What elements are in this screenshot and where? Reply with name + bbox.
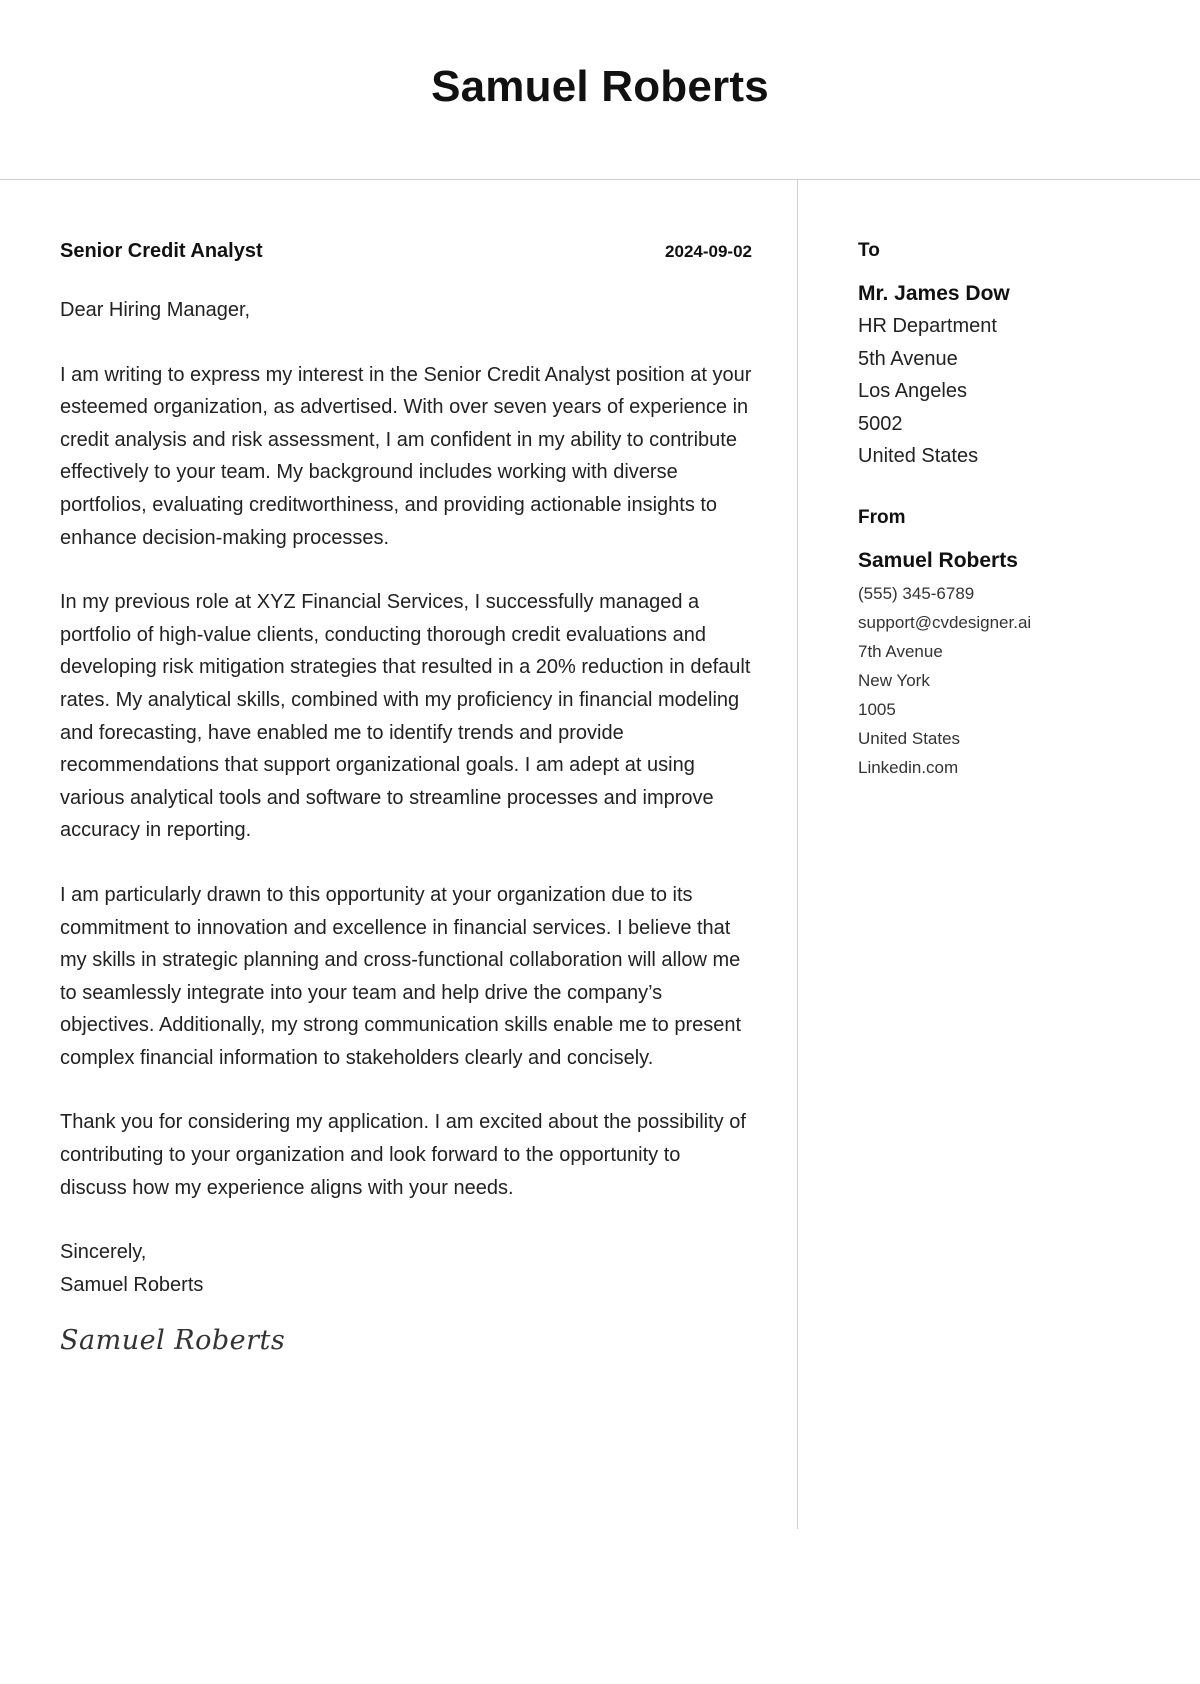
letter-body xyxy=(60,240,752,1356)
sender-website: Linkedin.com xyxy=(858,757,959,777)
signature: Samuel Roberts xyxy=(60,1325,286,1357)
salutation: Dear Hiring Manager, xyxy=(60,299,251,321)
applicant-name-heading: Samuel Roberts xyxy=(431,61,769,111)
recipient-country: United States xyxy=(858,445,979,468)
closing-name: Samuel Roberts xyxy=(60,1273,204,1296)
paragraph-1: I am writing to express my interest in the Senior Credit Analyst position at your esteemed organization, as advertised. With over seven years of experience in credit analysis and risk assessment, I am confident in my ability to contribute effectively to your team. My background includes working with diverse portfolios, evaluating creditworthiness, and providing actionable insights to enhance decision-making processes. xyxy=(60,363,752,549)
sender-name: Samuel Roberts xyxy=(858,548,1018,572)
sender-city: New York xyxy=(858,670,930,690)
recipient-city: Los Angeles xyxy=(858,380,967,403)
paragraph-2: In my previous role at XYZ Financial Services, I successfully managed a portfolio of high-value clients, conducting thorough credit evaluations and developing risk mitigation strategies that resulted in a 20% reduction in default rates. My analytical skills, combined with my proficiency in financial modeling and forecasting, have enabled me to identify trends and provide recommendations that support organizational goals. I am adept at using various analytical tools and software to streamline processes and improve accuracy in reporting. xyxy=(60,591,751,842)
sender-postal: 1005 xyxy=(858,699,896,719)
sender-block xyxy=(858,507,1158,782)
closing: Sincerely, xyxy=(60,1241,147,1264)
sender-country: United States xyxy=(858,728,961,748)
recipient-postal: 5002 xyxy=(858,412,903,435)
recipient-department: HR Department xyxy=(858,315,997,337)
recipient-name: Mr. James Dow xyxy=(858,282,1010,305)
letter-title-row xyxy=(60,240,752,294)
job-title: Senior Credit Analyst xyxy=(60,240,263,262)
paragraph-4: Thank you for considering my application. I am excited about the possibility of contributing to your organization and look forward to the opportunity to discuss how my experience aligns with your needs. xyxy=(60,1111,746,1199)
letter-date: 2024-09-02 xyxy=(665,242,752,261)
to-label: To xyxy=(858,240,880,261)
recipient-street: 5th Avenue xyxy=(858,347,958,370)
address-sidebar xyxy=(858,240,1158,782)
recipient-block xyxy=(858,240,1158,473)
letter-text xyxy=(60,294,752,1301)
sender-email: support@cvdesigner.ai xyxy=(858,612,1032,632)
column-divider xyxy=(797,180,798,1529)
sender-street: 7th Avenue xyxy=(858,641,943,661)
from-label: From xyxy=(858,506,906,528)
page-header xyxy=(0,0,1200,180)
sender-phone: (555) 345-6789 xyxy=(858,583,975,603)
paragraph-3: I am particularly drawn to this opportunity at your organization due to its commitment to innovation and excellence in financial services. I believe that my skills in strategic planning and cross-functional collaboration will allow me to seamlessly integrate into your team and help drive the company’s objectives. Additionally, my strong communication skills enable me to present complex financial information to stakeholders clearly and concisely. xyxy=(60,883,742,1069)
